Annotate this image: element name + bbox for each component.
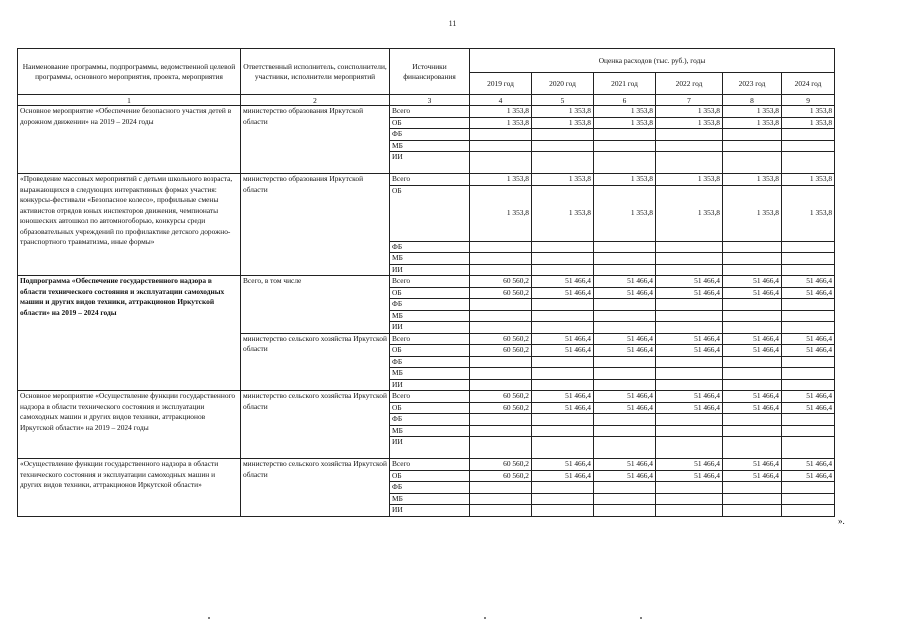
value-cell xyxy=(782,425,835,437)
executor-cell: министерство сельского хозяйства Иркутской области xyxy=(241,459,390,517)
table-row xyxy=(18,459,835,471)
source-cell: ИИ xyxy=(390,437,470,459)
value-cell xyxy=(532,140,594,152)
column-number: 2 xyxy=(241,95,390,106)
header-year: 2022 год xyxy=(656,73,723,95)
source-cell: ФБ xyxy=(390,299,470,311)
value-cell: 51 466,4 xyxy=(782,345,835,357)
source-cell: МБ xyxy=(390,253,470,265)
value-cell: 60 560,2 xyxy=(470,470,532,482)
value-cell xyxy=(532,356,594,368)
value-cell xyxy=(470,264,532,276)
value-cell xyxy=(723,437,782,459)
value-cell xyxy=(656,482,723,494)
value-cell: 51 466,4 xyxy=(723,276,782,288)
value-cell xyxy=(723,356,782,368)
value-cell: 1 353,8 xyxy=(723,117,782,129)
value-cell: 51 466,4 xyxy=(656,345,723,357)
header-executor: Ответственный исполнитель, соисполнители, участники, исполнители мероприятий xyxy=(241,49,390,95)
value-cell xyxy=(656,414,723,426)
budget-table xyxy=(17,48,835,517)
value-cell: 51 466,4 xyxy=(532,391,594,403)
source-cell: ИИ xyxy=(390,152,470,174)
value-cell: 1 353,8 xyxy=(470,117,532,129)
value-cell: 51 466,4 xyxy=(782,287,835,299)
value-cell xyxy=(470,379,532,391)
value-cell: 1 353,8 xyxy=(470,174,532,186)
value-cell xyxy=(470,241,532,253)
source-cell: ФБ xyxy=(390,241,470,253)
value-cell: 51 466,4 xyxy=(594,470,656,482)
value-cell xyxy=(656,152,723,174)
value-cell xyxy=(782,356,835,368)
value-cell xyxy=(532,322,594,334)
source-cell: Всего xyxy=(390,106,470,118)
value-cell xyxy=(782,493,835,505)
column-number: 3 xyxy=(390,95,470,106)
page-number: 11 xyxy=(448,19,457,28)
column-number: 7 xyxy=(656,95,723,106)
value-cell: 51 466,4 xyxy=(782,402,835,414)
table-row xyxy=(18,106,835,118)
value-cell xyxy=(594,493,656,505)
value-cell: 51 466,4 xyxy=(532,333,594,345)
value-cell xyxy=(723,299,782,311)
value-cell xyxy=(470,299,532,311)
program-name-cell: Подпрограмма «Обеспечение государственного надзора в области технического состояния и эксплуатации самоходных машин и других видов техники, аттракционов Иркутской области» на 2019 – 2024 годы xyxy=(18,276,241,391)
value-cell xyxy=(532,241,594,253)
value-cell xyxy=(723,414,782,426)
source-cell: Всего xyxy=(390,459,470,471)
source-cell: ОБ xyxy=(390,287,470,299)
source-cell: МБ xyxy=(390,368,470,380)
value-cell xyxy=(594,505,656,517)
source-cell: ОБ xyxy=(390,117,470,129)
value-cell: 51 466,4 xyxy=(656,470,723,482)
value-cell xyxy=(782,437,835,459)
value-cell xyxy=(532,152,594,174)
value-cell: 51 466,4 xyxy=(656,287,723,299)
value-cell xyxy=(532,379,594,391)
value-cell xyxy=(723,368,782,380)
header-year: 2019 год xyxy=(470,73,532,95)
value-cell: 51 466,4 xyxy=(594,287,656,299)
value-cell xyxy=(723,264,782,276)
value-cell xyxy=(656,241,723,253)
value-cell: 1 353,8 xyxy=(656,174,723,186)
executor-cell: Всего, в том числе xyxy=(241,276,390,334)
column-number: 9 xyxy=(782,95,835,106)
value-cell xyxy=(470,322,532,334)
value-cell xyxy=(470,493,532,505)
value-cell xyxy=(656,140,723,152)
column-number: 4 xyxy=(470,95,532,106)
value-cell: 51 466,4 xyxy=(723,470,782,482)
value-cell xyxy=(656,437,723,459)
source-cell: ФБ xyxy=(390,482,470,494)
value-cell: 1 353,8 xyxy=(656,185,723,241)
value-cell xyxy=(782,129,835,141)
column-number: 1 xyxy=(18,95,241,106)
header-year: 2023 год xyxy=(723,73,782,95)
value-cell xyxy=(470,356,532,368)
value-cell xyxy=(782,152,835,174)
value-cell: 51 466,4 xyxy=(656,459,723,471)
value-cell xyxy=(594,482,656,494)
column-number: 6 xyxy=(594,95,656,106)
source-cell: ФБ xyxy=(390,414,470,426)
value-cell: 60 560,2 xyxy=(470,333,532,345)
source-cell: ФБ xyxy=(390,356,470,368)
value-cell xyxy=(723,241,782,253)
value-cell xyxy=(723,322,782,334)
value-cell xyxy=(782,379,835,391)
executor-cell: министерство образования Иркутской области xyxy=(241,174,390,276)
value-cell xyxy=(594,425,656,437)
source-cell: МБ xyxy=(390,425,470,437)
value-cell xyxy=(532,299,594,311)
value-cell xyxy=(594,379,656,391)
source-cell: ОБ xyxy=(390,470,470,482)
value-cell xyxy=(532,482,594,494)
value-cell: 1 353,8 xyxy=(532,106,594,118)
value-cell xyxy=(470,140,532,152)
value-cell: 1 353,8 xyxy=(723,106,782,118)
value-cell xyxy=(723,505,782,517)
value-cell: 1 353,8 xyxy=(532,174,594,186)
value-cell xyxy=(532,505,594,517)
value-cell xyxy=(470,505,532,517)
value-cell: 51 466,4 xyxy=(782,391,835,403)
executor-cell: министерство сельского хозяйства Иркутской области xyxy=(241,333,390,391)
value-cell xyxy=(782,310,835,322)
source-cell: ИИ xyxy=(390,505,470,517)
table-row xyxy=(18,276,835,288)
value-cell: 1 353,8 xyxy=(782,185,835,241)
value-cell: 1 353,8 xyxy=(723,185,782,241)
value-cell xyxy=(782,368,835,380)
value-cell xyxy=(470,437,532,459)
value-cell xyxy=(782,253,835,265)
value-cell: 60 560,2 xyxy=(470,345,532,357)
value-cell xyxy=(594,241,656,253)
executor-cell: министерство образования Иркутской области xyxy=(241,106,390,174)
value-cell: 60 560,2 xyxy=(470,391,532,403)
value-cell xyxy=(594,310,656,322)
value-cell xyxy=(723,253,782,265)
value-cell xyxy=(532,264,594,276)
column-number: 5 xyxy=(532,95,594,106)
value-cell xyxy=(532,437,594,459)
value-cell xyxy=(470,152,532,174)
source-cell: ФБ xyxy=(390,129,470,141)
value-cell xyxy=(532,368,594,380)
value-cell: 60 560,2 xyxy=(470,459,532,471)
value-cell: 51 466,4 xyxy=(594,276,656,288)
value-cell xyxy=(656,310,723,322)
value-cell: 1 353,8 xyxy=(782,117,835,129)
value-cell xyxy=(594,356,656,368)
value-cell: 51 466,4 xyxy=(723,333,782,345)
value-cell: 51 466,4 xyxy=(723,287,782,299)
value-cell xyxy=(594,129,656,141)
value-cell xyxy=(532,493,594,505)
value-cell xyxy=(594,299,656,311)
executor-cell: министерство сельского хозяйства Иркутской области xyxy=(241,391,390,459)
value-cell: 51 466,4 xyxy=(594,391,656,403)
value-cell xyxy=(782,482,835,494)
header-source: Источники финансирования xyxy=(390,49,470,95)
value-cell: 51 466,4 xyxy=(532,459,594,471)
program-name-cell: Основное мероприятие «Обеспечение безопасного участия детей в дорожном движении» на 2019 – 2024 годы xyxy=(18,106,241,174)
source-cell: ОБ xyxy=(390,345,470,357)
value-cell: 51 466,4 xyxy=(782,333,835,345)
value-cell: 1 353,8 xyxy=(656,117,723,129)
value-cell xyxy=(656,356,723,368)
value-cell xyxy=(532,414,594,426)
header-name: Наименование программы, подпрограммы, ведомственной целевой программы, основного мероприятия, проекта, мероприятия xyxy=(18,49,241,95)
value-cell: 51 466,4 xyxy=(656,333,723,345)
value-cell xyxy=(656,264,723,276)
value-cell xyxy=(656,493,723,505)
value-cell: 51 466,4 xyxy=(656,391,723,403)
value-cell: 51 466,4 xyxy=(594,402,656,414)
value-cell xyxy=(723,493,782,505)
value-cell xyxy=(470,253,532,265)
value-cell: 51 466,4 xyxy=(532,287,594,299)
value-cell xyxy=(532,253,594,265)
header-cost-group: Оценка расходов (тыс. руб.), годы xyxy=(470,49,835,73)
value-cell xyxy=(656,425,723,437)
header-year: 2020 год xyxy=(532,73,594,95)
value-cell: 51 466,4 xyxy=(782,470,835,482)
source-cell: ОБ xyxy=(390,402,470,414)
source-cell: ИИ xyxy=(390,379,470,391)
value-cell xyxy=(782,299,835,311)
value-cell xyxy=(594,322,656,334)
closing-mark: ». xyxy=(838,516,845,526)
value-cell xyxy=(656,322,723,334)
value-cell xyxy=(782,322,835,334)
scan-dot xyxy=(484,617,486,619)
value-cell: 51 466,4 xyxy=(782,459,835,471)
source-cell: Всего xyxy=(390,333,470,345)
table-row xyxy=(18,174,835,186)
value-cell: 1 353,8 xyxy=(532,185,594,241)
value-cell xyxy=(470,368,532,380)
value-cell: 1 353,8 xyxy=(470,106,532,118)
value-cell: 51 466,4 xyxy=(782,276,835,288)
source-cell: ИИ xyxy=(390,322,470,334)
value-cell xyxy=(470,310,532,322)
value-cell: 51 466,4 xyxy=(656,402,723,414)
header-year: 2021 год xyxy=(594,73,656,95)
value-cell xyxy=(594,253,656,265)
value-cell xyxy=(782,414,835,426)
value-cell: 60 560,2 xyxy=(470,402,532,414)
value-cell: 51 466,4 xyxy=(532,345,594,357)
source-cell: ОБ xyxy=(390,185,470,241)
value-cell xyxy=(656,129,723,141)
value-cell xyxy=(532,129,594,141)
value-cell xyxy=(656,253,723,265)
value-cell xyxy=(782,264,835,276)
value-cell xyxy=(532,425,594,437)
value-cell: 51 466,4 xyxy=(532,402,594,414)
value-cell xyxy=(656,379,723,391)
value-cell xyxy=(594,152,656,174)
value-cell: 51 466,4 xyxy=(594,333,656,345)
value-cell: 1 353,8 xyxy=(594,174,656,186)
value-cell: 51 466,4 xyxy=(723,402,782,414)
value-cell xyxy=(470,425,532,437)
value-cell: 1 353,8 xyxy=(723,174,782,186)
value-cell: 51 466,4 xyxy=(532,276,594,288)
scan-dot xyxy=(640,617,642,619)
value-cell xyxy=(594,437,656,459)
value-cell xyxy=(723,379,782,391)
program-name-cell: Основное мероприятие «Осуществление функции государственного надзора в области технического состояния и эксплуатации самоходных машин и других видов техники, аттракционов Иркутской области» на 2019 – 2024 годы xyxy=(18,391,241,459)
value-cell xyxy=(532,310,594,322)
value-cell xyxy=(656,505,723,517)
value-cell xyxy=(656,368,723,380)
value-cell xyxy=(782,505,835,517)
value-cell: 51 466,4 xyxy=(594,345,656,357)
value-cell: 51 466,4 xyxy=(723,391,782,403)
value-cell: 1 353,8 xyxy=(470,185,532,241)
source-cell: МБ xyxy=(390,310,470,322)
value-cell xyxy=(594,414,656,426)
column-number: 8 xyxy=(723,95,782,106)
program-name-cell: «Осуществление функции государственного надзора в области технического состояния и эксплуатации самоходных машин и других видов техники, аттракционов Иркутской области» xyxy=(18,459,241,517)
table-row xyxy=(18,391,835,403)
value-cell: 1 353,8 xyxy=(594,117,656,129)
source-cell: МБ xyxy=(390,493,470,505)
source-cell: ИИ xyxy=(390,264,470,276)
value-cell xyxy=(723,425,782,437)
source-cell: Всего xyxy=(390,276,470,288)
program-name-cell: «Проведение массовых мероприятий с детьми школьного возраста, выражающихся в следующих интерактивных формах участия: конкурсы-фестивали «Безопасное колесо», профильные смены активистов отрядов юных инспекторов движения, чемпионаты юношеских автошкол по автомногоборью, конкурсы среди образовательных учреждений по профилактике детского дорожно-транспортного травматизма, иные формы» xyxy=(18,174,241,276)
value-cell xyxy=(723,129,782,141)
value-cell: 51 466,4 xyxy=(594,459,656,471)
value-cell xyxy=(782,140,835,152)
value-cell xyxy=(594,140,656,152)
header-year: 2024 год xyxy=(782,73,835,95)
value-cell: 51 466,4 xyxy=(723,345,782,357)
value-cell: 1 353,8 xyxy=(594,106,656,118)
value-cell xyxy=(723,140,782,152)
value-cell: 60 560,2 xyxy=(470,276,532,288)
value-cell: 60 560,2 xyxy=(470,287,532,299)
value-cell xyxy=(723,152,782,174)
value-cell: 1 353,8 xyxy=(594,185,656,241)
value-cell xyxy=(594,368,656,380)
value-cell xyxy=(782,241,835,253)
value-cell: 51 466,4 xyxy=(532,470,594,482)
value-cell xyxy=(470,129,532,141)
source-cell: МБ xyxy=(390,140,470,152)
value-cell: 1 353,8 xyxy=(532,117,594,129)
value-cell xyxy=(594,264,656,276)
source-cell: Всего xyxy=(390,391,470,403)
value-cell: 1 353,8 xyxy=(656,106,723,118)
value-cell: 1 353,8 xyxy=(782,106,835,118)
value-cell xyxy=(656,299,723,311)
value-cell xyxy=(470,414,532,426)
source-cell: Всего xyxy=(390,174,470,186)
value-cell xyxy=(723,310,782,322)
value-cell xyxy=(470,482,532,494)
value-cell: 51 466,4 xyxy=(656,276,723,288)
value-cell xyxy=(723,482,782,494)
value-cell: 51 466,4 xyxy=(723,459,782,471)
scan-dot xyxy=(208,617,210,619)
value-cell: 1 353,8 xyxy=(782,174,835,186)
